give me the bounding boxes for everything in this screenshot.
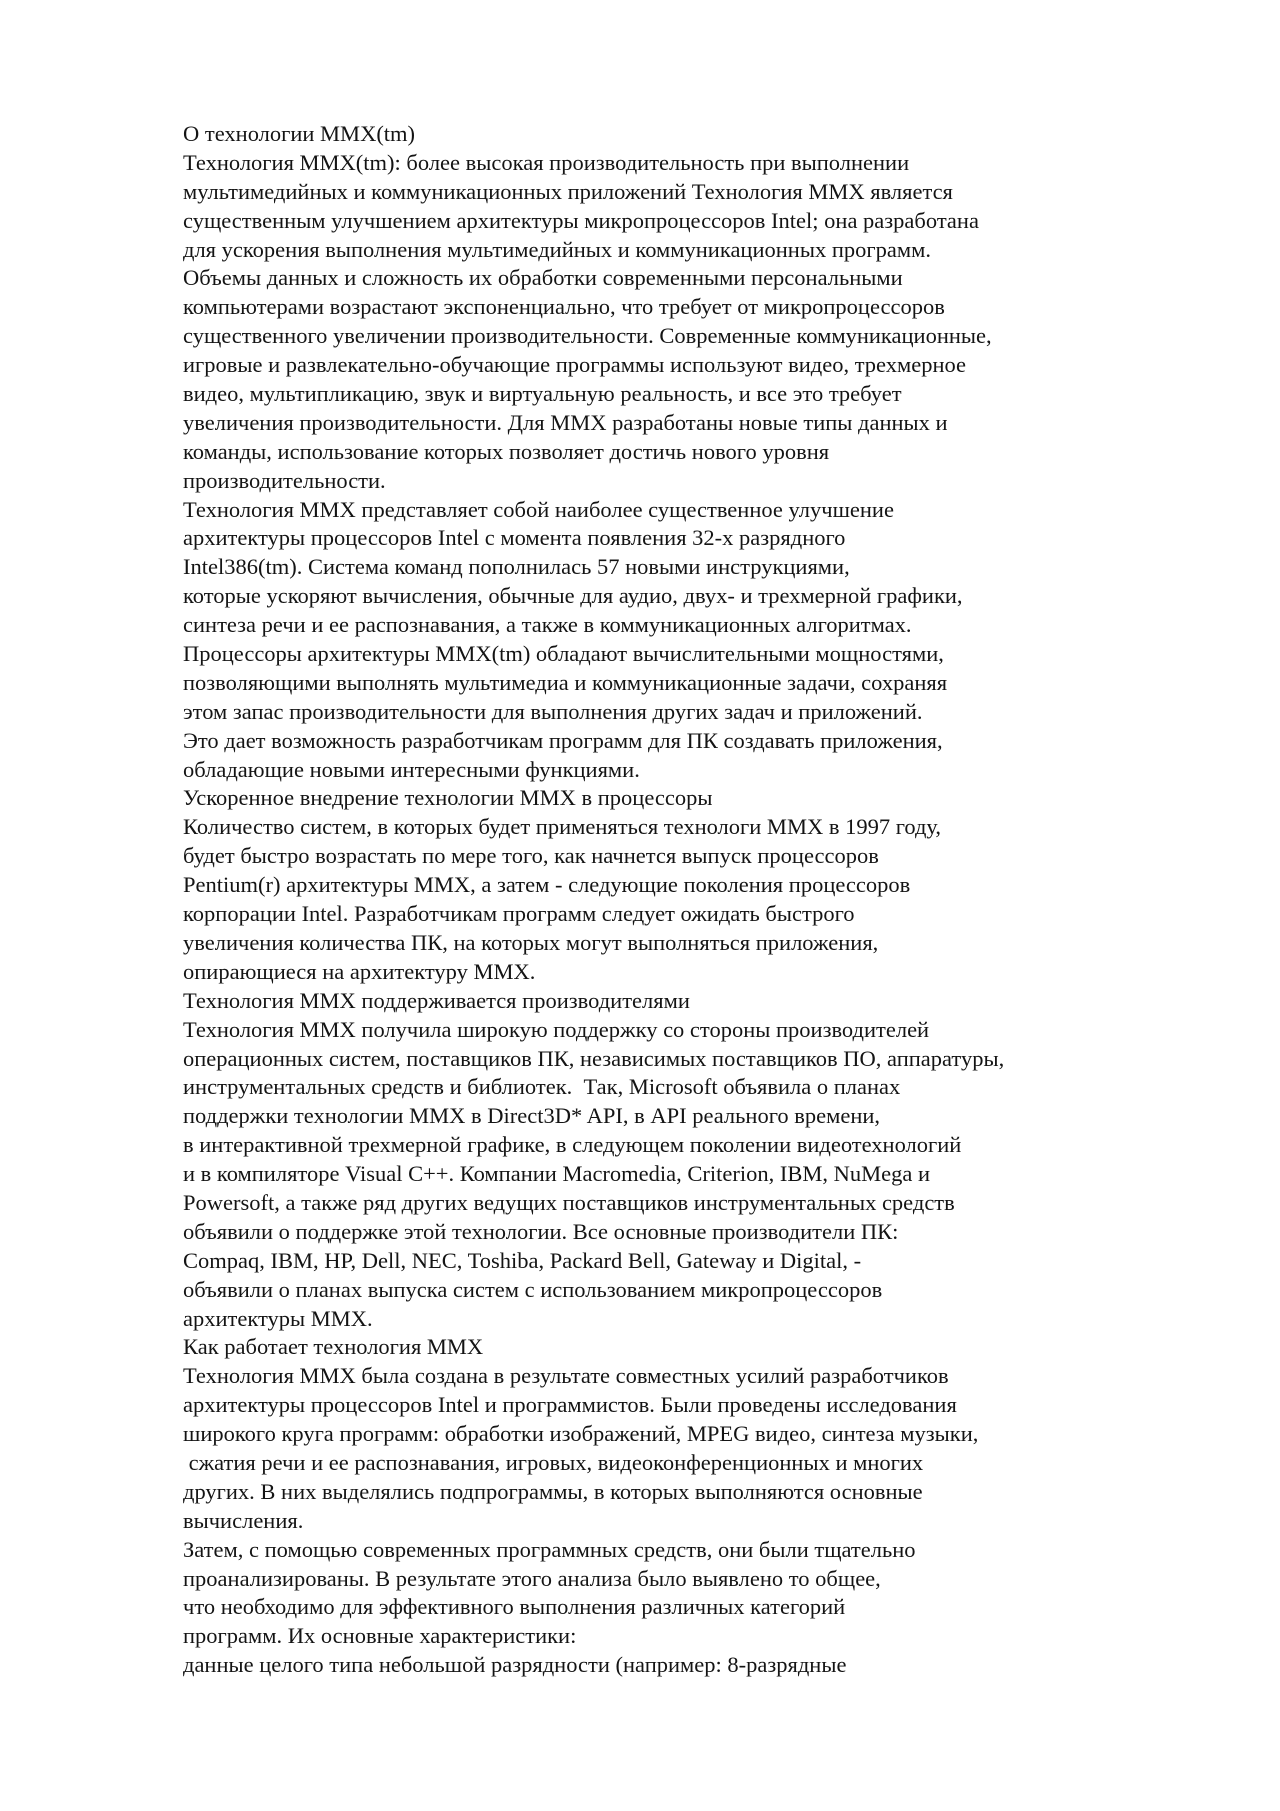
text-line: позволяющими выполнять мультимедиа и коммуникационные задачи, сохраняя: [183, 669, 948, 695]
text-line: Количество систем, в которых будет применяться технологи MMX в 1997 году,: [183, 814, 942, 840]
text-line: Это дает возможность разработчикам программ для ПК создавать приложения,: [183, 727, 943, 753]
text-line: Pentium(r) архитектуры MMX, а затем - следующие поколения процессоров: [183, 872, 911, 898]
text-line: видео, мультипликацию, звук и виртуальную реальность, и все это требует: [183, 381, 902, 407]
text-line: существенным улучшением архитектуры микропроцессоров Intel; она разработана: [183, 207, 979, 233]
text-line: в интерактивной трехмерной графике, в следующем поколении видеотехнологий: [183, 1132, 962, 1158]
text-line: Технология MMX(tm): более высокая производительность при выполнении: [183, 149, 910, 175]
text-line: проанализированы. В результате этого анализа было выявлено то общее,: [183, 1565, 881, 1591]
text-line: других. В них выделялись подпрограммы, в которых выполняются основные: [183, 1478, 923, 1504]
text-line: Powersoft, а также ряд других ведущих поставщиков инструментальных средств: [183, 1189, 955, 1215]
text-line: Технология MMX была создана в результате совместных усилий разработчиков: [183, 1363, 949, 1389]
document-body: [183, 120, 1263, 1680]
text-line: для ускорения выполнения мультимедийных и коммуникационных программ.: [183, 236, 931, 262]
text-line: Compaq, IBM, HP, Dell, NEC, Toshiba, Packard Bell, Gateway и Digital, -: [183, 1247, 862, 1273]
text-line: Объемы данных и сложность их обработки современными персональными: [183, 265, 903, 291]
text-line: Затем, с помощью современных программных средств, они были тщательно: [183, 1536, 916, 1562]
text-line: команды, использование которых позволяет достичь нового уровня: [183, 438, 830, 464]
text-line: архитектуры процессоров Intel с момента появления 32-х разрядного: [183, 525, 846, 551]
text-line: опирающиеся на архитектуру MMX.: [183, 958, 536, 984]
text-line: существенного увеличении производительности. Современные коммуникационные,: [183, 323, 992, 349]
text-line: увеличения количества ПК, на которых могут выполняться приложения,: [183, 929, 879, 955]
text-line: компьютерами возрастают экспоненциально, что требует от микропроцессоров: [183, 294, 945, 320]
text-line: объявили о планах выпуска систем с использованием микропроцессоров: [183, 1276, 883, 1302]
text-line: Технология MMX получила широкую поддержку со стороны производителей: [183, 1016, 930, 1042]
text-line: данные целого типа небольшой разрядности (например: 8-разрядные: [183, 1652, 847, 1678]
text-line: этом запас производительности для выполнения других задач и приложений.: [183, 698, 923, 724]
text-line: мультимедийных и коммуникационных приложений Технология MMX является: [183, 178, 953, 204]
text-line: обладающие новыми интересными функциями.: [183, 756, 640, 782]
text-line: операционных систем, поставщиков ПК, независимых поставщиков ПО, аппаратуры,: [183, 1045, 1005, 1071]
text-line: игровые и развлекательно-обучающие программы используют видео, трехмерное: [183, 352, 967, 378]
text-line: архитектуры MMX.: [183, 1305, 373, 1331]
text-line: О технологии MMX(tm): [183, 121, 416, 146]
text-line: Как работает технология MMX: [183, 1334, 484, 1360]
text-line: синтеза речи и ее распознавания, а также в коммуникационных алгоритмах.: [183, 612, 912, 638]
text-line: поддержки технологии MMX в Direct3D* API, в API реального времени,: [183, 1103, 881, 1129]
text-line: корпорации Intel. Разработчикам программ следует ожидать быстрого: [183, 901, 855, 927]
text-line: и в компиляторе Visual C++. Компании Macromedia, Criterion, IBM, NuMega и: [183, 1161, 931, 1187]
text-line: объявили о поддержке этой технологии. Все основные производители ПК:: [183, 1218, 899, 1244]
text-line: Технология MMX поддерживается производителями: [183, 987, 690, 1013]
text-line: Технология MMX представляет собой наиболее существенное улучшение: [183, 496, 894, 522]
text-line: вычисления.: [183, 1507, 304, 1533]
text-line: будет быстро возрастать по мере того, как начнется выпуск процессоров: [183, 843, 879, 869]
text-line: сжатия речи и ее распознавания, игровых, видеоконференционных и многих: [183, 1449, 924, 1475]
text-line: которые ускоряют вычисления, обычные для аудио, двух- и трехмерной графики,: [183, 583, 963, 609]
text-line: программ. Их основные характеристики:: [183, 1623, 577, 1649]
text-line: увеличения производительности. Для MMX разработаны новые типы данных и: [183, 409, 948, 435]
text-line: широкого круга программ: обработки изображений, MPEG видео, синтеза музыки,: [183, 1421, 979, 1447]
text-line: инструментальных средств и библиотек. Так, Microsoft объявила о планах: [183, 1074, 901, 1100]
text-line: Ускоренное внедрение технологии MMX в процессоры: [183, 785, 713, 811]
text-line: архитектуры процессоров Intel и программистов. Были проведены исследования: [183, 1392, 957, 1418]
text-line: Процессоры архитектуры MMX(tm) обладают вычислительными мощностями,: [183, 641, 944, 667]
text-line: Intel386(tm). Система команд пополнилась 57 новыми инструкциями,: [183, 554, 850, 580]
text-line: что необходимо для эффективного выполнения различных категорий: [183, 1594, 846, 1620]
text-line: производительности.: [183, 467, 386, 493]
